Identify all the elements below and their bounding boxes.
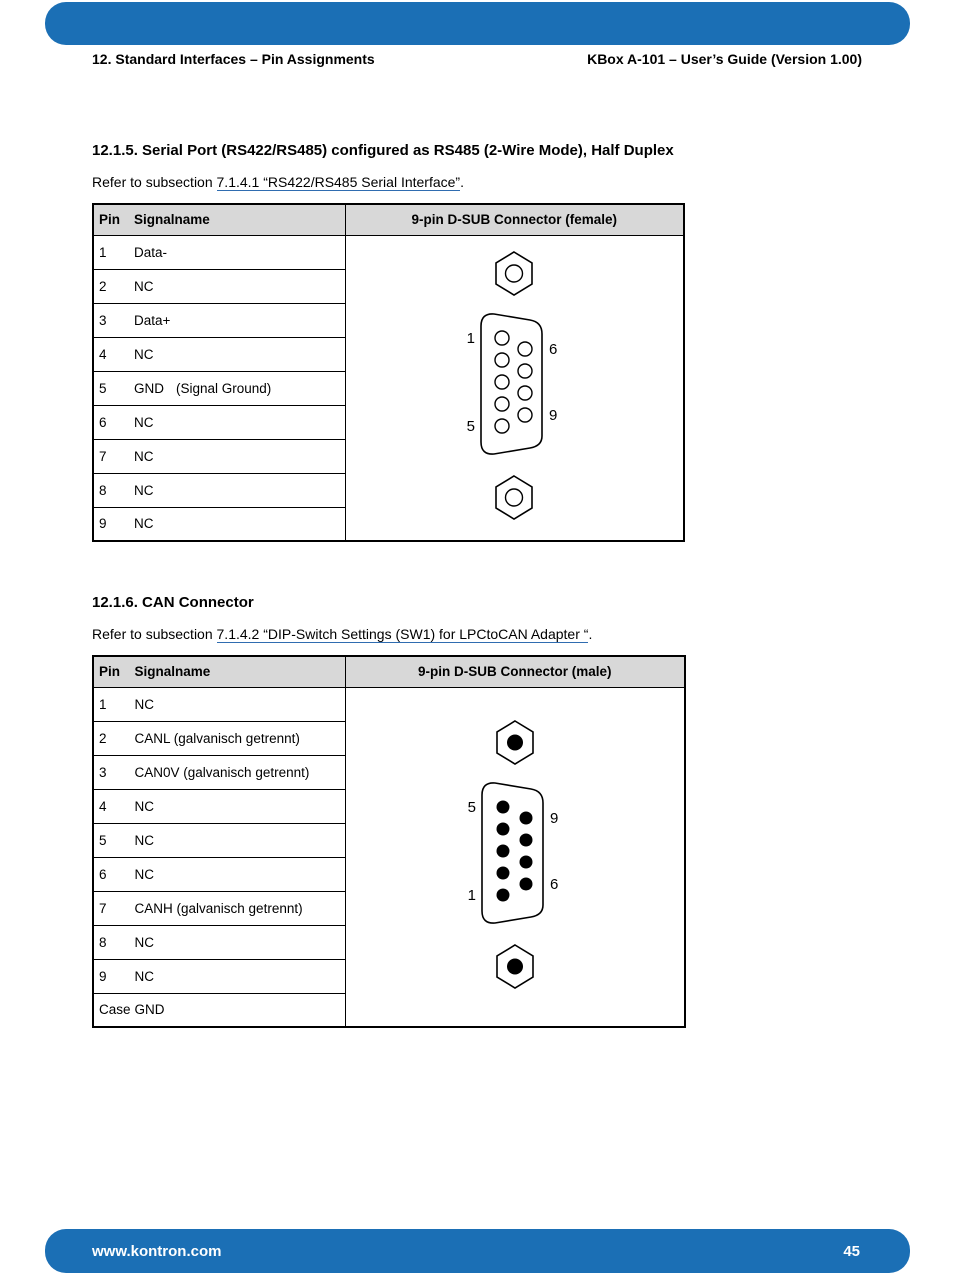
screw-hole-top-icon bbox=[496, 252, 532, 295]
connector-diagram-cell bbox=[346, 687, 685, 1027]
signal-cell bbox=[131, 721, 346, 755]
section-intro-can bbox=[92, 626, 862, 643]
pin-label-bottom-left: 1 bbox=[467, 887, 476, 905]
signal-cell bbox=[131, 755, 346, 789]
pin-cell: 7 bbox=[93, 891, 131, 925]
pin-cell: 1 bbox=[93, 235, 130, 269]
serial-pinout-table bbox=[92, 203, 685, 542]
pin-cell: 5 bbox=[93, 823, 131, 857]
screw-hole-bottom-icon bbox=[496, 476, 532, 519]
pin-cell: 2 bbox=[93, 269, 130, 303]
signal-cell bbox=[131, 857, 346, 891]
signal-text: NC bbox=[134, 448, 154, 464]
pin-cell: 3 bbox=[93, 303, 130, 337]
signal-text: GND bbox=[134, 380, 164, 396]
serial-subsection-link[interactable]: 7.1.4.1 “RS422/RS485 Serial Interface” bbox=[216, 174, 461, 190]
signal-text: CANH (galvanisch getrennt) bbox=[134, 900, 303, 916]
screw-hole-top-icon bbox=[497, 721, 533, 764]
pin-cell: 4 bbox=[93, 789, 131, 823]
signal-text: NC bbox=[134, 278, 154, 294]
header-document-title: KBox A-101 – User’s Guide (Version 1.00) bbox=[587, 51, 862, 67]
pin-cell: 9 bbox=[93, 959, 131, 993]
page-header bbox=[92, 51, 862, 67]
signal-text: NC bbox=[134, 934, 155, 950]
intro-text: Refer to subsection bbox=[92, 174, 217, 190]
signal-text: NC bbox=[134, 968, 155, 984]
pin-label-top-right: 9 bbox=[549, 810, 559, 828]
pin-cell: 4 bbox=[93, 337, 130, 371]
pin-cell: 8 bbox=[93, 925, 131, 959]
footer-page-number: 45 bbox=[843, 1242, 860, 1260]
signal-cell bbox=[130, 303, 345, 337]
pin-cell: 8 bbox=[93, 473, 130, 507]
intro-text-suffix: . bbox=[460, 174, 464, 190]
signal-text: NC bbox=[134, 516, 154, 532]
pin-cell: 6 bbox=[93, 405, 130, 439]
connector-diagram-cell bbox=[345, 235, 684, 541]
signal-text: NC bbox=[134, 346, 154, 362]
pin-cell: 5 bbox=[93, 371, 130, 405]
pin-cell: 7 bbox=[93, 439, 130, 473]
footer-website-link[interactable]: www.kontron.com bbox=[92, 1242, 222, 1260]
column-header-pin: Pin bbox=[93, 204, 130, 235]
column-header-signalname: Signalname bbox=[130, 204, 345, 235]
table-row bbox=[93, 687, 685, 721]
signal-cell bbox=[130, 269, 345, 303]
pin-label-top-left: 5 bbox=[467, 799, 476, 817]
signal-cell bbox=[131, 959, 346, 993]
pin-cell: 9 bbox=[93, 507, 130, 541]
signal-cell bbox=[130, 235, 345, 269]
header-chapter-title: 12. Standard Interfaces – Pin Assignments bbox=[92, 51, 375, 67]
signal-text: NC bbox=[134, 798, 155, 814]
pin-cell: 2 bbox=[93, 721, 131, 755]
signal-cell bbox=[130, 473, 345, 507]
signal-text: NC bbox=[134, 832, 155, 848]
signal-text: NC bbox=[134, 696, 155, 712]
signal-cell bbox=[131, 789, 346, 823]
column-header-signalname: Signalname bbox=[131, 656, 346, 687]
signal-cell bbox=[131, 891, 346, 925]
pin-cell: 6 bbox=[93, 857, 131, 891]
can-subsection-link[interactable]: 7.1.4.2 “DIP-Switch Settings (SW1) for LPCtoCAN Adapter “ bbox=[216, 626, 589, 642]
intro-text-suffix: . bbox=[588, 626, 593, 642]
dsub-female-connector-diagram bbox=[429, 250, 599, 522]
column-header-pin: Pin bbox=[93, 656, 131, 687]
header-bar bbox=[45, 2, 910, 45]
signal-cell bbox=[130, 439, 345, 473]
pin-label-bottom-left: 5 bbox=[466, 418, 476, 436]
signal-text: NC bbox=[134, 482, 154, 498]
signal-cell bbox=[131, 823, 346, 857]
table-row bbox=[93, 235, 684, 269]
connector-body bbox=[482, 783, 543, 923]
signal-text: CANL (galvanisch getrennt) bbox=[134, 730, 300, 746]
signal-text: NC bbox=[134, 414, 154, 430]
signal-text: NC bbox=[134, 866, 155, 882]
signal-text: CAN0V (galvanisch getrennt) bbox=[134, 764, 310, 780]
signal-text: Data+ bbox=[134, 312, 171, 328]
section-intro-serial bbox=[92, 174, 862, 191]
table-header-row bbox=[93, 656, 685, 687]
intro-text: Refer to subsection bbox=[92, 626, 217, 642]
signal-cell bbox=[131, 925, 346, 959]
column-header-connector: 9-pin D-SUB Connector (female) bbox=[345, 204, 684, 235]
pin-cell: 3 bbox=[93, 755, 131, 789]
pin-label-bottom-right: 6 bbox=[549, 876, 559, 894]
signal-cell bbox=[131, 993, 346, 1027]
signal-cell bbox=[130, 507, 345, 541]
pin-cell: Case bbox=[93, 993, 131, 1027]
pin-cell: 1 bbox=[93, 687, 131, 721]
section-heading-can: 12.1.6. CAN Connector bbox=[92, 594, 254, 611]
footer-bar bbox=[45, 1229, 910, 1273]
column-header-connector: 9-pin D-SUB Connector (male) bbox=[346, 656, 685, 687]
pin-label-bottom-right: 9 bbox=[549, 407, 558, 425]
signal-text: GND bbox=[134, 1002, 165, 1018]
page-content bbox=[92, 142, 862, 1028]
pin-label-top-right: 6 bbox=[549, 341, 558, 359]
signal-cell bbox=[130, 371, 345, 405]
signal-cell bbox=[131, 687, 346, 721]
connector-body bbox=[481, 314, 542, 454]
signal-cell bbox=[130, 405, 345, 439]
can-pinout-table bbox=[92, 655, 686, 1028]
section-heading-serial: 12.1.5. Serial Port (RS422/RS485) configured as RS485 (2-Wire Mode), Half Duplex bbox=[92, 142, 674, 159]
signal-cell bbox=[130, 337, 345, 371]
pin-label-top-left: 1 bbox=[466, 330, 476, 348]
dsub-male-connector-diagram bbox=[430, 719, 600, 991]
table-header-row bbox=[93, 204, 684, 235]
screw-hole-bottom-icon bbox=[497, 945, 533, 988]
signal-note: (Signal Ground) bbox=[176, 380, 272, 396]
signal-text: Data- bbox=[134, 244, 168, 260]
